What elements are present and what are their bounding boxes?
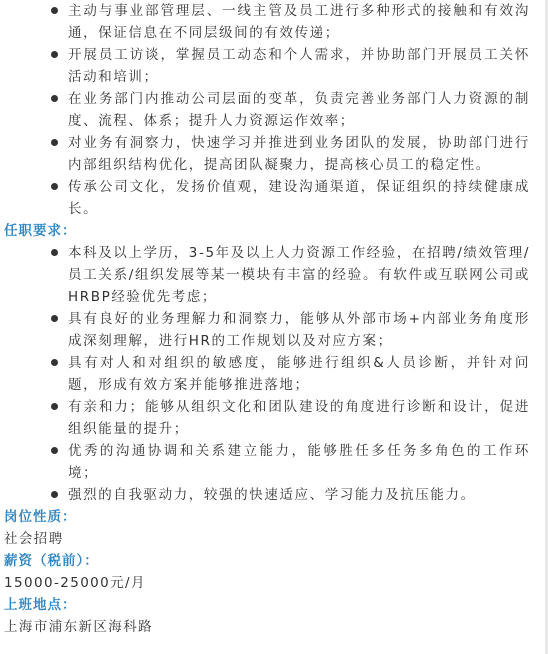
list-item-text: 本科及以上学历，3-5年及以上人力资源工作经验，在招聘/绩效管理/员工关系/组织发展等某一模块有丰富的经验。有软件或互联网公司或HRBP经验优先考虑； <box>68 245 530 305</box>
list-item <box>0 88 544 132</box>
list-item-text: 在业务部门内推动公司层面的变革，负责完善业务部门人力资源的制度、流程、体系；提升人力资源运作效率； <box>68 91 530 129</box>
list-item-text: 主动与事业部管理层、一线主管及员工进行多种形式的接触和有效沟通，保证信息在不同层级间的有效传递； <box>68 3 530 41</box>
bullet-icon <box>51 95 58 102</box>
bullet-icon <box>51 183 58 190</box>
bullet-icon <box>51 447 58 454</box>
list-item-text: 优秀的沟通协调和关系建立能力，能够胜任多任务多角色的工作环境； <box>68 443 530 481</box>
list-item <box>0 132 544 176</box>
list-item <box>0 44 544 88</box>
location-heading: 上班地点： <box>4 597 77 613</box>
list-item <box>0 352 544 396</box>
bullet-icon <box>51 51 58 58</box>
list-item <box>0 440 544 484</box>
location-value: 上海市浦东新区海科路 <box>4 619 153 635</box>
responsibilities-list <box>0 0 544 220</box>
bullet-icon <box>51 315 58 322</box>
list-item-text: 强烈的自我驱动力，较强的快速适应、学习能力及抗压能力。 <box>68 487 476 503</box>
list-item-text: 具有对人和对组织的敏感度，能够进行组织&人员诊断，并针对问题，形成有效方案并能够推进落地； <box>68 355 530 393</box>
position-type-value: 社会招聘 <box>4 531 64 547</box>
bullet-icon <box>51 359 58 366</box>
list-item <box>0 308 544 352</box>
list-item <box>0 242 544 308</box>
list-item <box>0 0 544 44</box>
requirements-list <box>0 242 544 506</box>
list-item-text: 具有良好的业务理解力和洞察力，能够从外部市场+内部业务角度形成深刻理解，进行HR的工作规划以及对应方案； <box>68 311 530 349</box>
bullet-icon <box>51 139 58 146</box>
list-item-text: 有亲和力；能够从组织文化和团队建设的角度进行诊断和设计，促进组织能量的提升； <box>68 399 530 437</box>
position-type-heading: 岗位性质： <box>4 509 77 525</box>
list-item <box>0 484 544 506</box>
bullet-icon <box>51 491 58 498</box>
bullet-icon <box>51 403 58 410</box>
list-item-text: 传承公司文化，发扬价值观，建设沟通渠道，保证组织的持续健康成长。 <box>68 179 530 217</box>
bullet-icon <box>51 249 58 256</box>
salary-heading: 薪资（税前）： <box>4 553 99 569</box>
list-item-text: 开展员工访谈，掌握员工动态和个人需求，并协助部门开展员工关怀活动和培训； <box>68 47 530 85</box>
requirements-heading: 任职要求： <box>4 223 77 239</box>
bullet-icon <box>51 7 58 14</box>
salary-value: 15000-25000元/月 <box>4 575 146 591</box>
list-item <box>0 396 544 440</box>
list-item-text: 对业务有洞察力，快速学习并推进到业务团队的发展，协助部门进行内部组织结构优化，提高团队凝聚力，提高核心员工的稳定性。 <box>68 135 530 173</box>
list-item <box>0 176 544 220</box>
